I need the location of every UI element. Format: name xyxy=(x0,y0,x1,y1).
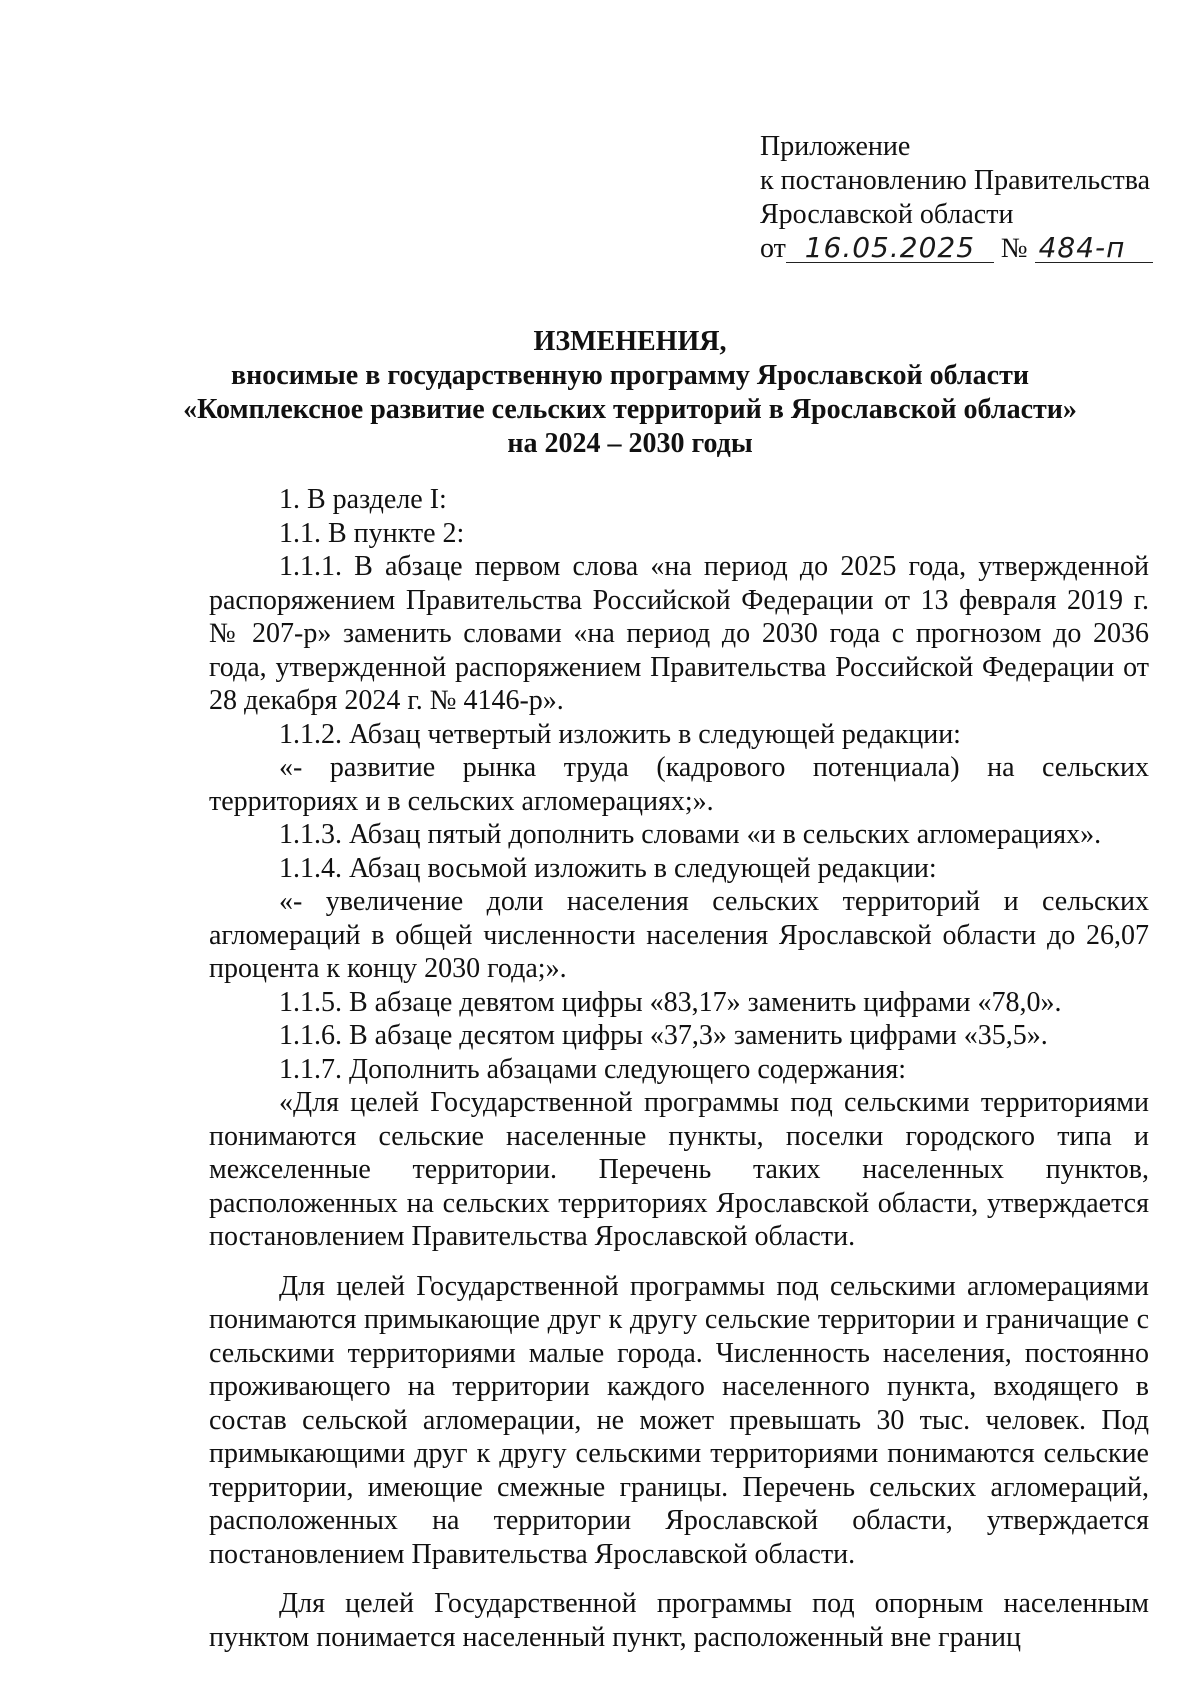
paragraph: Для целей Государственной программы под сельскими агломерациями понимаются примыкающие друг к другу сельские территории и граничащие с сельскими территориями малые города. Численность населения, постоянно проживающего на территории каждого населенного пункта, входящего в состав сельской агломерации, не может превышать 30 тыс. человек. Под примыкающими друг к другу сельскими территориями понимаются сельские территории, имеющие смежные границы. Перечень сельских агломераций, расположенных на территории Ярославской области, утверждается постановлением Правительства Ярославской области. xyxy=(209,1270,1149,1570)
paragraph: 1.1.2. Абзац четвертый изложить в следующей редакции: xyxy=(279,718,961,750)
date-prefix: от xyxy=(760,233,786,264)
paragraph: 1. В разделе I: xyxy=(279,484,447,515)
paragraph: «- развитие рынка труда (кадрового потенциала) на сельских территориях и в сельских агломерациях;». xyxy=(209,752,1149,817)
paragraph: «Для целей Государственной программы под сельскими территориями понимаются сельские населенные пункты, поселки городского типа и межселенные территории. Перечень таких населенных пунктов, расположенных на сельских территориях Ярославской области, утверждается постановлением Правительства Ярославской области. xyxy=(209,1087,1149,1252)
title-subtitle-line-3: на 2024 – 2030 годы xyxy=(507,428,753,459)
paragraph: «- увеличение доли населения сельских территорий и сельских агломераций в общей численности населения Ярославской области до 26,07 процента к концу 2030 года;». xyxy=(209,886,1149,984)
document-title xyxy=(180,325,1080,461)
appendix-resolution-ref: к постановлению Правительства xyxy=(760,165,1151,196)
paragraph: 1.1.5. В абзаце девятом цифры «83,17» заменить цифрами «78,0». xyxy=(279,986,1062,1018)
paragraph: 1.1.4. Абзац восьмой изложить в следующей редакции: xyxy=(279,852,937,884)
paragraph: 1.1.7. Дополнить абзацами следующего содержания: xyxy=(279,1053,907,1085)
paragraph: Для целей Государственной программы под опорным населенным пунктом понимается населенный пункт, расположенный вне границ xyxy=(209,1588,1149,1653)
document-body xyxy=(209,483,1149,1654)
appendix-header xyxy=(760,130,1180,266)
number-sign: № xyxy=(1000,233,1028,264)
appendix-label: Приложение xyxy=(760,131,911,162)
handwritten-date: 16.05.2025 xyxy=(786,234,994,263)
title-subtitle-line-1: вносимые в государственную программу Ярославской области xyxy=(231,360,1029,391)
paragraph: 1.1.3. Абзац пятый дополнить словами «и в сельских агломерациях». xyxy=(279,819,1102,850)
paragraph: 1.1.1. В абзаце первом слова «на период до 2025 года, утвержденной распоряжением Правительства Российской Федерации от 13 февраля 2019 г. № 207-р» заменить словами «на период до 2030 года с прогнозом до 2036 года, утвержденной распоряжением Правительства Российской Федерации от 28 декабря 2024 г. № 4146-р». xyxy=(209,551,1149,716)
title-heading: ИЗМЕНЕНИЯ, xyxy=(533,326,727,357)
paragraph: 1.1. В пункте 2: xyxy=(279,517,465,549)
handwritten-number: 484-п xyxy=(1035,234,1153,263)
appendix-region: Ярославской области xyxy=(760,199,1014,230)
paragraph: 1.1.6. В абзаце десятом цифры «37,3» заменить цифрами «35,5». xyxy=(279,1020,1048,1051)
title-subtitle-line-2: «Комплексное развитие сельских территорий в Ярославской области» xyxy=(183,394,1077,425)
appendix-date-number-line xyxy=(760,232,1180,266)
